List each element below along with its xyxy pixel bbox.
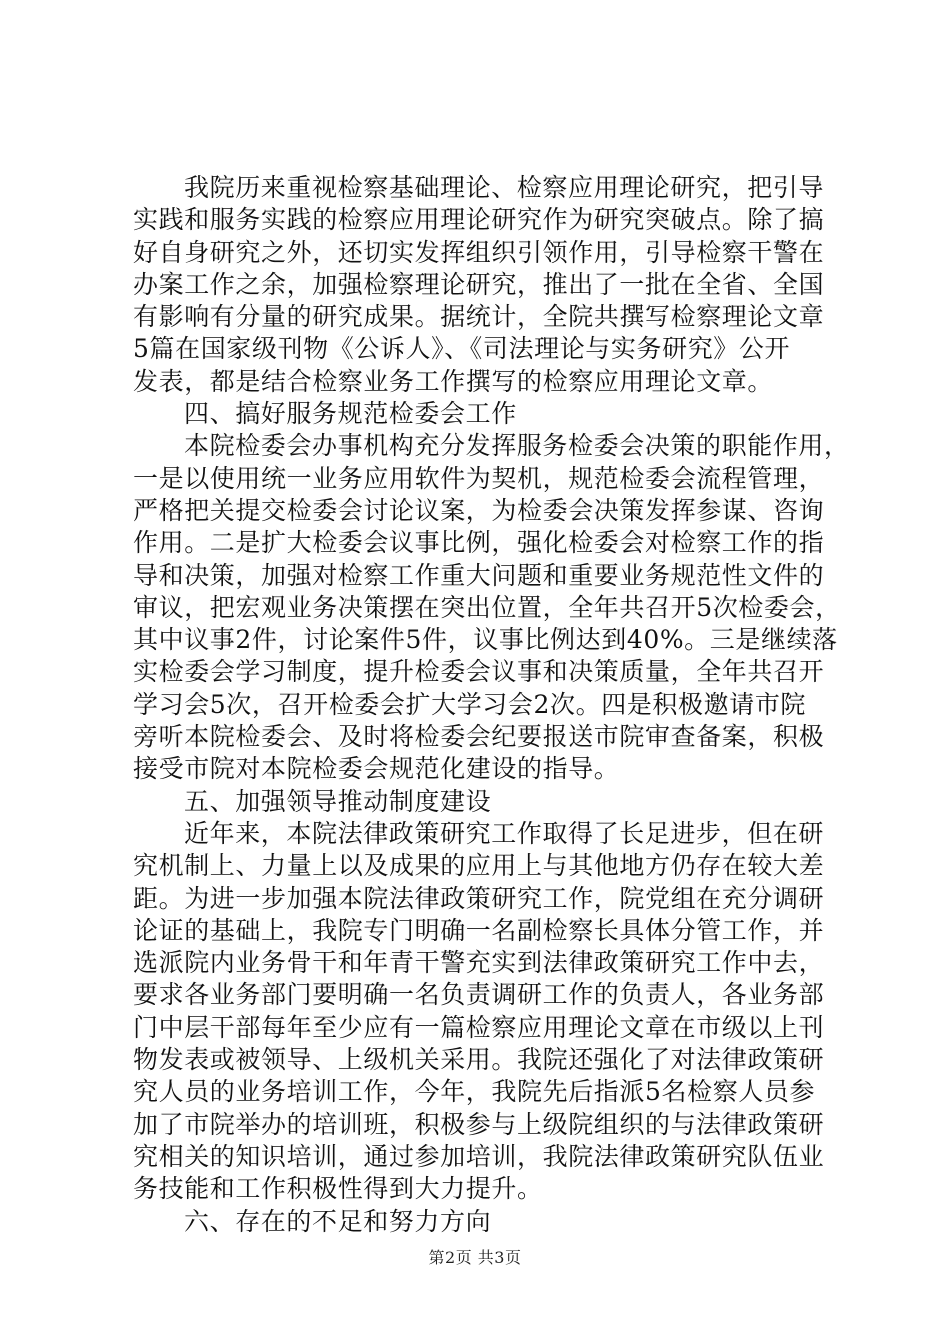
paragraph-first-line: 近年来，本院法律政策研究工作取得了长足进步，但在研 <box>184 818 825 848</box>
paragraph-line: 物发表或被领导、上级机关采用。我院还强化了对法律政策研 <box>133 1045 825 1075</box>
paragraph-line: 好自身研究之外，还切实发挥组织引领作用，引导检察干警在 <box>133 237 825 267</box>
paragraph-first-line: 六、存在的不足和努力方向 <box>184 1206 492 1236</box>
paragraph-line: 究相关的知识培训，通过参加培训，我院法律政策研究队伍业 <box>133 1141 825 1171</box>
paragraph-line: 严格把关提交检委会讨论议案，为检委会决策发挥参谋、咨询 <box>133 495 825 525</box>
paragraph-line: 究人员的业务培训工作，今年，我院先后指派5名检察人员参 <box>133 1077 816 1107</box>
paragraph-line: 要求各业务部门要明确一名负责调研工作的负责人，各业务部 <box>133 980 825 1010</box>
paragraph-line: 发表，都是结合检察业务工作撰写的检察应用理论文章。 <box>133 366 774 396</box>
paragraph-line: 作用。二是扩大检委会议事比例，强化检委会对检察工作的指 <box>133 528 825 558</box>
paragraph-line: 旁听本院检委会、及时将检委会纪要报送市院审查备案，积极 <box>133 722 825 752</box>
paragraph-line: 接受市院对本院检委会规范化建设的指导。 <box>133 754 620 784</box>
paragraph-first-line: 四、搞好服务规范检委会工作 <box>184 399 517 429</box>
paragraph-line: 审议，把宏观业务决策摆在突出位置，全年共召开5次检委会， <box>133 592 841 622</box>
document-body <box>133 172 850 1238</box>
paragraph-line: 导和决策，加强对检察工作重大问题和重要业务规范性文件的 <box>133 560 825 590</box>
paragraph-line: 学习会5次，召开检委会扩大学习会2次。四是积极邀请市院 <box>133 689 807 719</box>
page-footer: 第2页 共3页 <box>428 1248 522 1267</box>
paragraph-line: 一是以使用统一业务应用软件为契机，规范检委会流程管理， <box>133 463 825 493</box>
paragraph-first-line: 我院历来重视检察基础理论、检察应用理论研究，把引导 <box>184 173 825 202</box>
paragraph-line: 门中层干部每年至少应有一篇检察应用理论文章在市级以上刊 <box>133 1012 825 1042</box>
paragraph-line: 有影响有分量的研究成果。据统计，全院共撰写检察理论文章 <box>133 302 825 332</box>
paragraph-line: 选派院内业务骨干和年青干警充实到法律政策研究工作中去， <box>133 948 825 978</box>
paragraph-line: 实践和服务实践的检察应用理论研究作为研究突破点。除了搞 <box>133 205 825 235</box>
paragraph-line: 办案工作之余，加强检察理论研究，推出了一批在全省、全国 <box>133 269 825 299</box>
paragraph-line: 距。为进一步加强本院法律政策研究工作，院党组在充分调研 <box>133 883 825 913</box>
paragraph-line: 论证的基础上，我院专门明确一名副检察长具体分管工作，并 <box>133 915 825 945</box>
paragraph-line: 实检委会学习制度，提升检委会议事和决策质量，全年共召开 <box>133 657 825 687</box>
paragraph-first-line: 本院检委会办事机构充分发挥服务检委会决策的职能作用， <box>184 431 850 461</box>
paragraph-first-line: 五、加强领导推动制度建设 <box>184 786 492 816</box>
paragraph-line: 究机制上、力量上以及成果的应用上与其他地方仍存在较大差 <box>133 851 825 881</box>
paragraph-line: 5篇在国家级刊物《公诉人》、《司法理论与实务研究》公开 <box>133 334 791 364</box>
paragraph-line: 加了市院举办的培训班，积极参与上级院组织的与法律政策研 <box>133 1109 825 1139</box>
paragraph-line: 其中议事2件，讨论案件5件，议事比例达到40%。三是继续落 <box>133 625 838 655</box>
paragraph-line: 务技能和工作积极性得到大力提升。 <box>133 1174 543 1204</box>
